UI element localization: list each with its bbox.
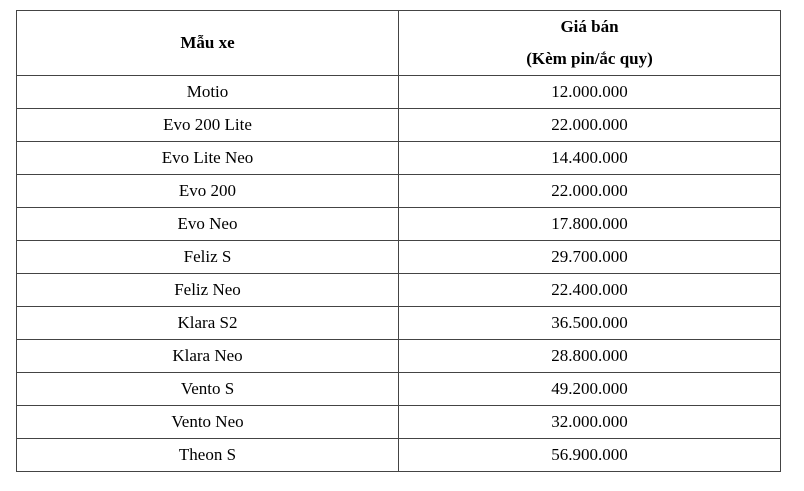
price-cell: 22.400.000 bbox=[399, 274, 781, 307]
table-row bbox=[17, 406, 781, 439]
table-row bbox=[17, 373, 781, 406]
table-row bbox=[17, 208, 781, 241]
price-cell: 17.800.000 bbox=[399, 208, 781, 241]
price-cell: 22.000.000 bbox=[399, 175, 781, 208]
table-body bbox=[17, 76, 781, 472]
model-cell: Motio bbox=[17, 76, 399, 109]
model-cell: Vento Neo bbox=[17, 406, 399, 439]
table-row bbox=[17, 76, 781, 109]
price-cell: 36.500.000 bbox=[399, 307, 781, 340]
model-cell: Evo 200 Lite bbox=[17, 109, 399, 142]
model-cell: Klara Neo bbox=[17, 340, 399, 373]
table-row bbox=[17, 274, 781, 307]
header-price-note: (Kèm pin/ắc quy) bbox=[526, 49, 653, 68]
price-cell: 14.400.000 bbox=[399, 142, 781, 175]
model-cell: Evo Neo bbox=[17, 208, 399, 241]
price-cell: 28.800.000 bbox=[399, 340, 781, 373]
table-row bbox=[17, 439, 781, 472]
table-row bbox=[17, 241, 781, 274]
model-cell: Feliz Neo bbox=[17, 274, 399, 307]
price-cell: 29.700.000 bbox=[399, 241, 781, 274]
table-row bbox=[17, 340, 781, 373]
price-cell: 56.900.000 bbox=[399, 439, 781, 472]
model-cell: Evo Lite Neo bbox=[17, 142, 399, 175]
model-cell: Feliz S bbox=[17, 241, 399, 274]
price-cell: 12.000.000 bbox=[399, 76, 781, 109]
price-cell: 49.200.000 bbox=[399, 373, 781, 406]
table-header bbox=[17, 11, 781, 76]
model-cell: Klara S2 bbox=[17, 307, 399, 340]
model-cell: Vento S bbox=[17, 373, 399, 406]
header-price bbox=[399, 11, 781, 76]
model-cell: Theon S bbox=[17, 439, 399, 472]
header-row bbox=[17, 11, 781, 76]
model-cell: Evo 200 bbox=[17, 175, 399, 208]
header-model: Mẫu xe bbox=[17, 11, 399, 76]
table-row bbox=[17, 307, 781, 340]
price-cell: 22.000.000 bbox=[399, 109, 781, 142]
table-row bbox=[17, 142, 781, 175]
header-price-title: Giá bán bbox=[560, 17, 619, 36]
price-cell: 32.000.000 bbox=[399, 406, 781, 439]
price-table bbox=[16, 10, 781, 472]
table-row bbox=[17, 175, 781, 208]
table-row bbox=[17, 109, 781, 142]
